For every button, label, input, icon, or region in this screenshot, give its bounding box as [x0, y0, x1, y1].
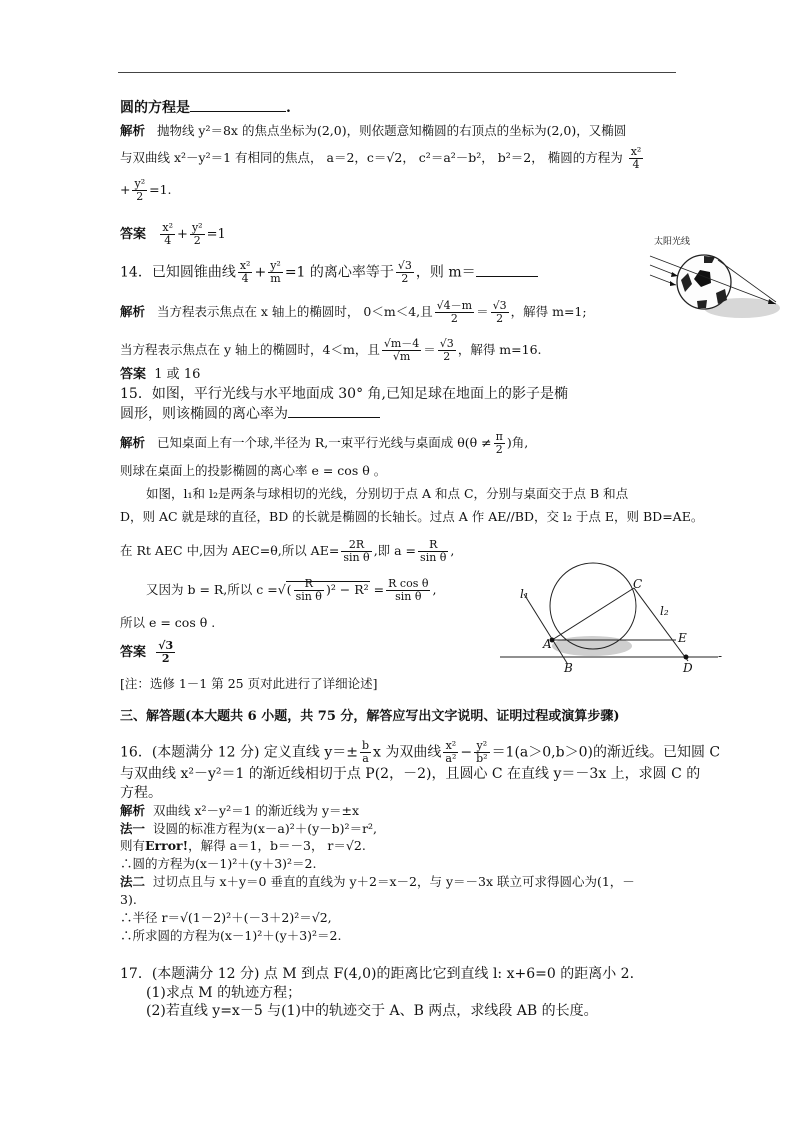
- q16-error-text: Error!: [145, 838, 189, 853]
- label-B: B: [564, 661, 573, 675]
- q17-part1: (1)求点 M 的轨迹方程；: [146, 985, 302, 1001]
- q13-analysis-line-1: [120, 123, 626, 139]
- q13-answer-f2: $\frac{\text{y²}}{2}$: [191, 221, 203, 247]
- q16-method1-line-2: 则有Error!，解得 a＝1，b＝－3， r＝√2.: [120, 838, 366, 853]
- q15-stem-line-1: [120, 386, 568, 402]
- q14-stem-line: 14．已知圆锥曲线 $\frac{\text{x²}}{4}$ + $\frac{\text{y²}}{m}$ =1 的离心率等于 $\frac{√3}{2}$ ，则 m＝: [120, 260, 538, 285]
- q14-answer-blank[interactable]: [476, 264, 538, 277]
- q15-analysis-line-3: 如图，l₁和 l₂是两条与球相切的光线，分别切于点 A 和点 C，分别与桌面交于点 B 和点: [146, 486, 629, 501]
- section3-heading: 三、解答题(本大题共 6 小题，共 75 分，解答应写出文字说明、证明过程或演算步骤): [120, 709, 620, 724]
- q15-answer-label: 答案: [120, 645, 147, 660]
- tangent-circle-figure: [500, 560, 730, 680]
- q16-method2-line-4: ∴所求圆的方程为(x－1)²＋(y＋3)²＝2.: [120, 928, 342, 943]
- line-l2: [634, 588, 688, 661]
- q13-analysis-text-2: 与双曲线 x²－y²＝1 有相同的焦点， a＝2，c＝√2， c²＝a²－b²， b²＝2， 椭圆的方程为: [120, 150, 623, 165]
- line-AC: [552, 588, 634, 640]
- q16-stem-line-2: 与双曲线 x²－y²＝1 的渐近线相切于点 P(2，－2)，且圆心 C 在直线 y＝－3x 上，求圆 C 的: [120, 766, 701, 782]
- q14-answer-label: 答案: [120, 367, 147, 382]
- q15-analysis-label: 解析: [120, 435, 146, 450]
- q13-answer-line: 答案 $\frac{\text{x²}}{4}$ + $\frac{\text{y²}}{2}$ =1: [120, 221, 226, 247]
- q16-method2-label: 法二: [120, 874, 146, 889]
- q16-stem-line-1: 16．(本题满分 12 分) 定义直线 y＝± $\frac{b}{a}$ x 为双曲线 $\frac{\text{x²}}{\text{a²}}$ − $\frac{\text{y²}}{\text{b²}}$ ＝1(a＞0,b＞0)的渐近线。已知圆 C: [120, 739, 721, 765]
- q13-analysis-line-2: [120, 146, 645, 171]
- q15-answer-line: 答案 $\frac{√3}{2}$: [120, 639, 174, 665]
- label-l2: l₂: [660, 604, 669, 618]
- q14-analysis-label: 解析: [120, 304, 146, 319]
- q15-analysis-line-7: 所以 e = cos θ .: [120, 615, 216, 630]
- q16-method2-line-3: ∴半径 r＝√(1－2)²＋(－3＋2)²＝√2,: [120, 910, 332, 925]
- q16-method2-line-1: 法二 过切点且与 x＋y＝0 垂直的直线为 y＋2＝x－2，与 y＝－3x 联立可求得圆心为(1，－: [120, 874, 635, 889]
- q13-answer-label: 答案: [120, 227, 147, 242]
- q13-answer-f1: $\frac{\text{x²}}{4}$: [162, 221, 174, 247]
- q14-analysis-line-1: 解析 当方程表示焦点在 x 轴上的椭圆时， 0＜m＜4,且 $\frac{√4-m}{2}$ ＝ $\frac{√3}{2}$ ，解得 m=1;: [120, 299, 587, 325]
- q17-stem-line: 17．(本题满分 12 分) 点 M 到点 F(4,0)的距离比它到直线 l: x+6=0 的距离小 2.: [120, 966, 635, 982]
- q16-method1-line-1: 法一 设圆的标准方程为(x－a)²＋(y－b)²＝r²,: [120, 821, 378, 836]
- line-l1: [524, 594, 567, 663]
- sun-rays-label: 太阳光线: [654, 237, 691, 247]
- q14-stem-a: 14．已知圆锥曲线: [120, 264, 236, 281]
- q15-analysis-line-2: 则球在桌面上的投影椭圆的离心率 e = cos θ 。: [120, 463, 387, 478]
- q15-analysis-line-6: 又因为 b = R,所以 c =√( $\frac{R}{\text{sin θ}}$ )² − R² = $\frac{\text{R cos θ}}{\text{sin θ}}$ ,: [146, 577, 437, 603]
- q13-ellipse-x-fraction: $\frac{\text{x²}}{4}$: [630, 145, 642, 171]
- ball-figure: [630, 232, 780, 322]
- q14-analysis-line-2: 当方程表示焦点在 y 轴上的椭圆时，4＜m，且 $\frac{√m-4}{√m}$ ＝ $\frac{√3}{2}$ ，解得 m=16.: [120, 337, 542, 363]
- q16-analysis-label: 解析: [120, 803, 146, 818]
- q16-analysis-line: 解析 双曲线 x²－y²＝1 的渐近线为 y＝±x: [120, 803, 360, 818]
- header-rule: [118, 72, 676, 73]
- q15-answer-blank[interactable]: [288, 405, 380, 418]
- q16-stem-line-3: 方程。: [120, 785, 162, 801]
- label-dash: -: [718, 649, 723, 663]
- q15-stem-1: 15．如图，平行光线与水平地面成 30° 角,已知足球在地面上的影子是椭: [120, 386, 568, 402]
- label-D: D: [683, 661, 693, 675]
- point-D: [684, 655, 689, 660]
- q13-analysis-line-3: + $\frac{\text{y²}}{2}$ =1.: [120, 177, 172, 203]
- q13-analysis-label: 解析: [120, 123, 146, 138]
- q16-method1-label: 法一: [120, 821, 146, 836]
- q15-analysis-line-1: 解析 已知桌面上有一个球,半径为 R,一束平行光线与桌面成 θ(θ ≠ $\frac{\pi}{2}$ )角,: [120, 430, 529, 456]
- tangent-circle-svg: [500, 560, 730, 680]
- q15-analysis-line-4: D，则 AC 就是球的直径，BD 的长就是椭圆的长轴长。过点 A 作 AE//BD，交 l₂ 于点 E，则 BD=AE。: [120, 509, 704, 524]
- label-l1: l₁: [520, 587, 529, 601]
- q13-answer-blank[interactable]: [190, 99, 286, 112]
- q14-answer-line: [120, 367, 200, 383]
- label-E: E: [678, 631, 687, 645]
- q15-stem-2: 圆形，则该椭圆的离心率为: [120, 406, 288, 422]
- q13-analysis-text-1: 抛物线 y²＝8x 的焦点坐标为(2,0)，则依题意知椭圆的右顶点的坐标为(2,0)，又椭圆: [156, 123, 627, 138]
- label-C: C: [633, 577, 643, 591]
- q17-part2: (2)若直线 y=x－5 与(1)中的轨迹交于 A、B 两点，求线段 AB 的长度。: [146, 1003, 598, 1019]
- label-A: A: [543, 637, 552, 651]
- q13-stem-line: 圆的方程是 .: [120, 100, 291, 116]
- q13-stem: 圆的方程是: [120, 100, 190, 116]
- q16-method1-line-3: ∴圆的方程为(x－1)²＋(y＋3)²＝2.: [120, 856, 317, 871]
- q15-analysis-line-5: 在 Rt AEC 中,因为 AEC=θ,所以 AE= $\frac{2R}{\text{sin θ}}$ ,即 a = $\frac{R}{\text{sin θ}}$ ,: [120, 538, 455, 564]
- q16-method2-line-2: 3).: [120, 892, 137, 907]
- q14-answer-value: 1 或 16: [154, 367, 201, 382]
- q15-stem-line-2: [120, 405, 380, 422]
- ball-figure-svg: [630, 232, 780, 322]
- q13-ellipse-y-fraction: $\frac{\text{y²}}{2}$: [134, 177, 146, 203]
- q15-note: [注：选修 1－1 第 25 页对此进行了详细论述]: [120, 676, 378, 691]
